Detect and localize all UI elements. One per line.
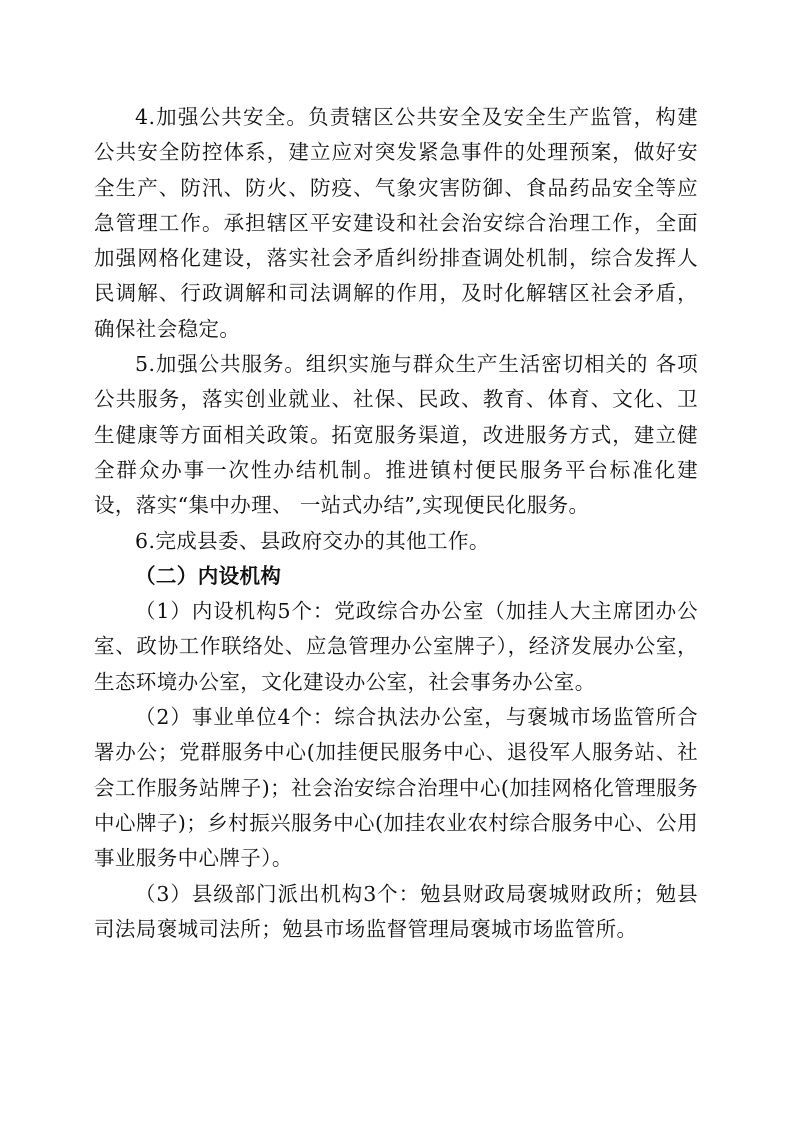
section-heading-internal-structure: （二）内设机构 [135, 563, 282, 588]
paragraph-other-work: 6.完成县委、县政府交办的其他工作。 [135, 528, 490, 553]
paragraph-public-institutions: （2）事业单位4个：综合执法办公室，与褒城市场监管所合署办公；党群服务中心(加挂便民服务中心、退役军人服务站、社会工作服务站牌子)；社会治安综合治理中心(加挂网格化管理服务中心牌子)；乡村振兴服务中心(加挂农业农村综合服务中心、公用事业服务中心牌子）。 [94, 705, 698, 871]
paragraph-public-service: 5.加强公共服务。组织实施与群众生产生活密切相关的 各项公共服务，落实创业就业、社保、民政、教育、体育、文化、卫生健康等方面相关政策。拓宽服务渠道，改进服务方式，建立健全群众办事一次性办结机制。推进镇村便民服务平台标准化建设，落实“集中办理、 一站式办结”,实现便民化服务。 [94, 352, 698, 518]
paragraph-dispatched-agencies: （3）县级部门派出机构3个：勉县财政局褒城财政所；勉县司法局褒城司法所；勉县市场监督管理局褒城市场监管所。 [94, 881, 698, 941]
paragraph-internal-offices: （1）内设机构5个：党政综合办公室（加挂人大主席团办公室、政协工作联络处、应急管理办公室牌子），经济发展办公室，生态环境办公室，文化建设办公室，社会事务办公室。 [94, 599, 698, 694]
paragraph-public-safety: 4.加强公共安全。负责辖区公共安全及安全生产监管，构建公共安全防控体系，建立应对突发紧急事件的处理预案，做好安全生产、防汛、防火、防疫、气象灾害防御、食品药品安全等应急管理工作。承担辖区平安建设和社会治安综合治理工作，全面加强网格化建设，落实社会矛盾纠纷排查调处机制，综合发挥人民调解、行政调解和司法调解的作用，及时化解辖区社会矛盾，确保社会稳定。 [94, 105, 698, 341]
document-body [94, 100, 698, 947]
